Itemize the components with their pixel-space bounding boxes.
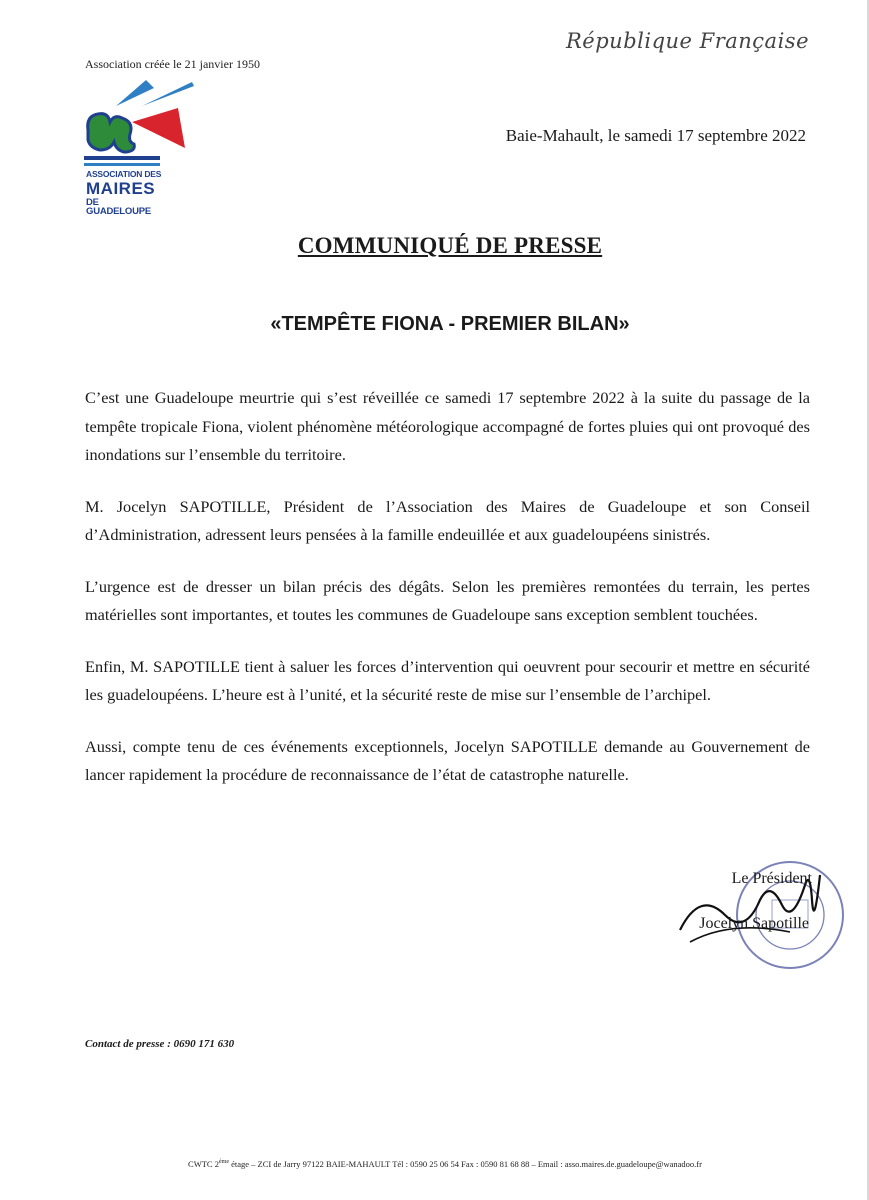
body-paragraph: Enfin, M. SAPOTILLE tient à saluer les forces d’intervention qui oeuvrent pour secourir et mettre en sécurité les guadeloupéens. L’heure est à l’unité, et la sécurité reste de mise sur l’ensemble de l’archipel. [85, 656, 810, 704]
press-release-body [85, 384, 810, 813]
body-paragraph: C’est une Guadeloupe meurtrie qui s’est réveillée ce samedi 17 septembre 2022 à la suite du passage de la tempête tropicale Fiona, violent phénomène météorologique accompagné de fortes pluies qui ont provoqué des inondations sur l’ensemble du territoire. [85, 388, 810, 464]
logo-red-triangle [132, 108, 185, 148]
press-contact: Contact de presse : 0690 171 630 [85, 1038, 235, 1050]
body-paragraph: M. Jocelyn SAPOTILLE, Président de l’Association des Maires de Guadeloupe et son Conseil d’Administration, adressent leurs pensées à la famille endeuillée et aux guadeloupéens sinistrés. [85, 496, 810, 544]
press-release-subtitle: «TEMPÊTE FIONA - PREMIER BILAN» [270, 313, 630, 335]
logo-stripe [84, 163, 160, 166]
logo-line-1: ASSOCIATION DES [86, 169, 162, 179]
footer-superscript: ème [218, 1159, 229, 1166]
footer-address [0, 1159, 869, 1169]
logo-line-2: MAIRES [86, 178, 156, 198]
press-release-title: COMMUNIQUÉ DE PRESSE [297, 233, 603, 258]
logo-line-3: DE GUADELOUPE [86, 196, 152, 217]
republique-francaise-heading: République Française [565, 29, 809, 53]
signatory-name: Jocelyn Sapotille [699, 915, 809, 932]
association-created-note: Association créée le 21 janvier 1950 [85, 57, 260, 71]
body-paragraph: Aussi, compte tenu de ces événements exceptionnels, Jocelyn SAPOTILLE demande au Gouvernement de lancer rapidement la procédure de reconnaissance de l’état de catastrophe naturelle. [85, 736, 810, 784]
footer-prefix: CWTC 2 [188, 1159, 219, 1169]
logo-island-shape [88, 114, 135, 152]
logo-stripe [84, 156, 160, 160]
footer-rest: étage – ZCI de Jarry 97122 BAIE-MAHAULT Tél : 0590 25 06 54 Fax : 0590 81 68 88 – Email : asso.maires.de.guadeloupe@wanadoo.fr [228, 1159, 702, 1169]
body-paragraph: L’urgence est de dresser un bilan précis des dégâts. Selon les premières remontées du terrain, les pertes matérielles sont importantes, et toutes les communes de Guadeloupe sans exception semblent touchées. [85, 576, 810, 624]
place-date-line: Baie-Mahault, le samedi 17 septembre 2022 [505, 126, 806, 145]
logo-wordmark [86, 170, 166, 217]
signatory-title: Le Président [731, 870, 812, 887]
logo-beam-blue [116, 80, 154, 106]
